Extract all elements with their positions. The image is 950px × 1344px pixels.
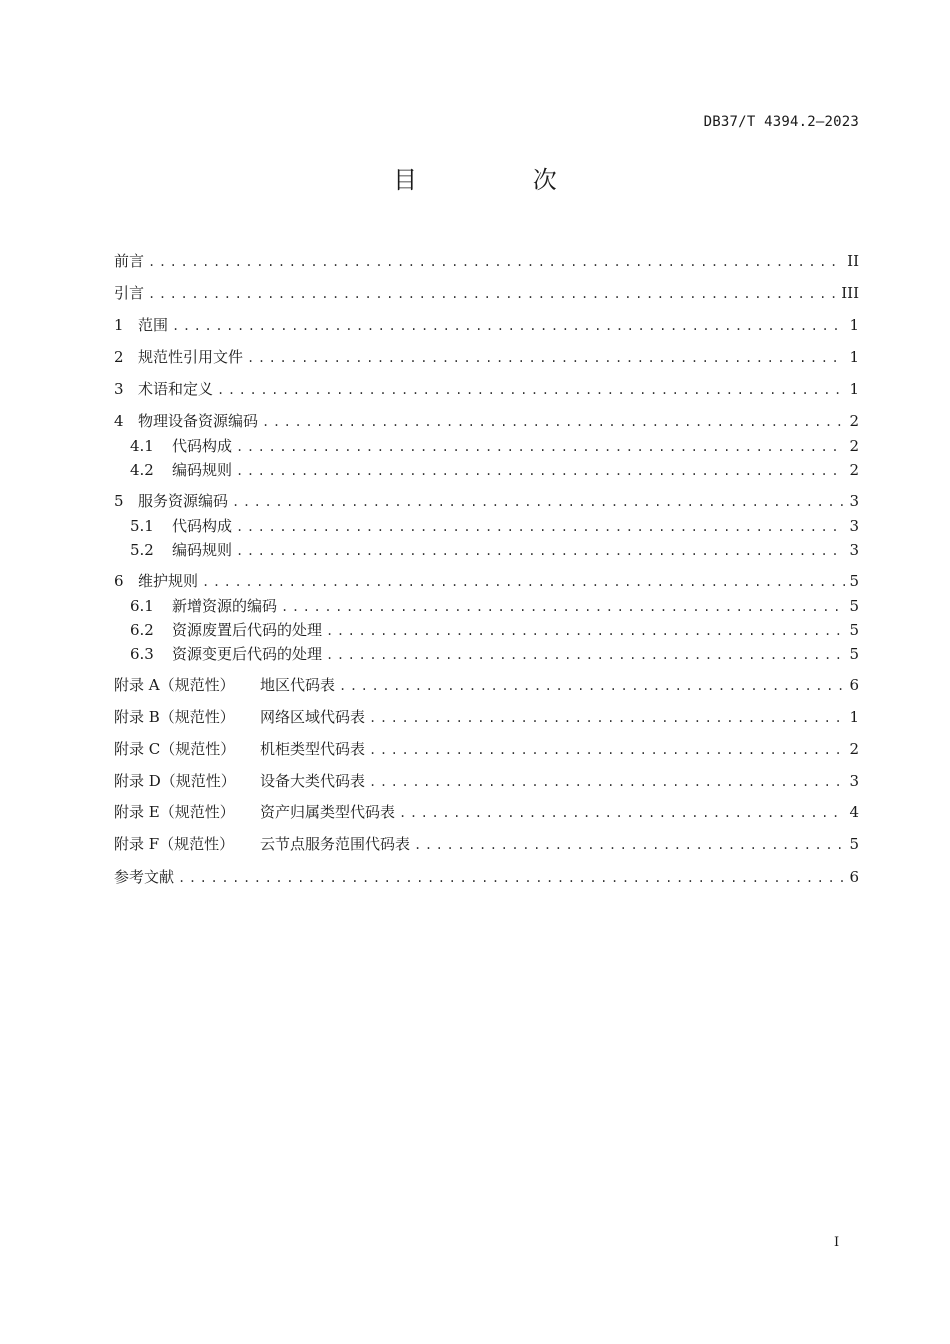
toc-entry-number: 2 bbox=[114, 348, 124, 366]
toc-entry[interactable] bbox=[130, 643, 859, 665]
dot-leader bbox=[148, 283, 837, 305]
toc-entry-number: 4.2 bbox=[130, 461, 154, 479]
toc-entry[interactable] bbox=[130, 459, 859, 481]
toc-appendix-label: 附录 A（规范性） bbox=[114, 676, 235, 694]
toc-entry-title: 代码构成 bbox=[172, 517, 233, 535]
dot-leader bbox=[281, 596, 845, 618]
toc-page-number: 4 bbox=[849, 803, 859, 821]
toc-entry-title: 范围 bbox=[138, 316, 169, 334]
toc-entry[interactable] bbox=[114, 282, 859, 304]
toc-entry-title: 规范性引用文件 bbox=[138, 348, 244, 366]
toc-entry[interactable] bbox=[114, 346, 859, 368]
toc-page-number: 5 bbox=[849, 597, 859, 615]
dot-leader bbox=[326, 620, 845, 642]
toc-entry-title: 资产归属类型代码表 bbox=[260, 803, 396, 821]
dot-leader bbox=[236, 516, 845, 538]
dot-leader bbox=[247, 347, 845, 369]
toc-entry-title: 代码构成 bbox=[172, 437, 233, 455]
toc-entry[interactable] bbox=[130, 539, 859, 561]
page-number: I bbox=[834, 1235, 840, 1250]
toc-page-number: 2 bbox=[849, 412, 859, 430]
toc-appendix-label: 附录 E（规范性） bbox=[114, 803, 235, 821]
toc-entry-number: 4.1 bbox=[130, 437, 154, 455]
toc-page-number: 3 bbox=[849, 772, 859, 790]
toc-entry-number: 6 bbox=[114, 572, 124, 590]
toc-entry-number: 5.2 bbox=[130, 541, 154, 559]
toc-page-number: 5 bbox=[849, 621, 859, 639]
toc-entry-number: 5.1 bbox=[130, 517, 154, 535]
toc-entry[interactable] bbox=[114, 866, 859, 888]
toc-entry[interactable] bbox=[130, 619, 859, 641]
toc-entry-title: 资源变更后代码的处理 bbox=[172, 645, 323, 663]
toc-entry-title: 机柜类型代码表 bbox=[260, 740, 366, 758]
toc-entry[interactable] bbox=[114, 833, 859, 855]
toc-page-number: 3 bbox=[849, 517, 859, 535]
toc-page-number: II bbox=[847, 252, 859, 270]
toc-entry-title: 设备大类代码表 bbox=[260, 772, 366, 790]
toc-entry[interactable] bbox=[114, 378, 859, 400]
toc-entry-number: 5 bbox=[114, 492, 124, 510]
dot-leader bbox=[339, 675, 845, 697]
dot-leader bbox=[202, 571, 845, 593]
dot-leader bbox=[414, 834, 845, 856]
dot-leader bbox=[236, 540, 845, 562]
dot-leader bbox=[232, 491, 845, 513]
toc-appendix-label: 附录 D（规范性） bbox=[114, 772, 236, 790]
dot-leader bbox=[369, 771, 845, 793]
toc-page-number: 1 bbox=[849, 380, 859, 398]
toc-entry-title: 引言 bbox=[114, 284, 145, 302]
toc-entry-title: 编码规则 bbox=[172, 541, 233, 559]
toc-entry-number: 4 bbox=[114, 412, 124, 430]
toc-page-number: 1 bbox=[849, 316, 859, 334]
toc-page-number: 2 bbox=[849, 740, 859, 758]
toc-entry[interactable] bbox=[114, 674, 859, 696]
toc-entry-number: 6.2 bbox=[130, 621, 154, 639]
dot-leader bbox=[148, 251, 843, 273]
toc-entry-number: 1 bbox=[114, 316, 124, 334]
toc-page-number: III bbox=[841, 284, 859, 302]
toc-appendix-label: 附录 C（规范性） bbox=[114, 740, 236, 758]
toc-entry[interactable] bbox=[114, 801, 859, 823]
toc-page-number: 2 bbox=[849, 437, 859, 455]
dot-leader bbox=[172, 315, 845, 337]
toc-entry-title: 参考文献 bbox=[114, 868, 175, 886]
toc-entry[interactable] bbox=[114, 250, 859, 272]
toc-entry[interactable] bbox=[114, 570, 859, 592]
toc-page-number: 6 bbox=[849, 868, 859, 886]
toc-page-number: 5 bbox=[849, 572, 859, 590]
toc-page-number: 6 bbox=[849, 676, 859, 694]
toc-entry[interactable] bbox=[114, 738, 859, 760]
toc-page-number: 1 bbox=[849, 708, 859, 726]
toc-entry[interactable] bbox=[130, 595, 859, 617]
toc-page-number: 1 bbox=[849, 348, 859, 366]
dot-leader bbox=[217, 379, 845, 401]
toc-entry[interactable] bbox=[114, 770, 859, 792]
toc-page-number: 3 bbox=[849, 492, 859, 510]
toc-entry-title: 云节点服务范围代码表 bbox=[260, 835, 411, 853]
toc-entry-title: 维护规则 bbox=[138, 572, 199, 590]
toc-entry-title: 前言 bbox=[114, 252, 145, 270]
toc-entry[interactable] bbox=[114, 706, 859, 728]
toc-entry-title: 服务资源编码 bbox=[138, 492, 229, 510]
toc-entry[interactable] bbox=[130, 515, 859, 537]
toc-entry-number: 6.1 bbox=[130, 597, 154, 615]
toc-page-number: 2 bbox=[849, 461, 859, 479]
toc-entry[interactable] bbox=[130, 435, 859, 457]
toc-entry[interactable] bbox=[114, 490, 859, 512]
dot-leader bbox=[236, 436, 845, 458]
dot-leader bbox=[236, 460, 845, 482]
toc-entry-title: 网络区域代码表 bbox=[260, 708, 366, 726]
page-title: 目 次 bbox=[393, 166, 611, 194]
toc-appendix-label: 附录 B（规范性） bbox=[114, 708, 235, 726]
toc-page-number: 5 bbox=[849, 645, 859, 663]
toc-entry-title: 术语和定义 bbox=[138, 380, 214, 398]
toc-page-number: 5 bbox=[849, 835, 859, 853]
toc-entry-title: 资源废置后代码的处理 bbox=[172, 621, 323, 639]
toc-entry[interactable] bbox=[114, 314, 859, 336]
dot-leader bbox=[178, 867, 845, 889]
toc-entry-number: 3 bbox=[114, 380, 124, 398]
dot-leader bbox=[326, 644, 845, 666]
toc-entry-title: 编码规则 bbox=[172, 461, 233, 479]
dot-leader bbox=[369, 707, 845, 729]
toc-appendix-label: 附录 F（规范性） bbox=[114, 835, 235, 853]
dot-leader bbox=[262, 411, 845, 433]
dot-leader bbox=[369, 739, 845, 761]
toc-page-number: 3 bbox=[849, 541, 859, 559]
toc-entry-title: 新增资源的编码 bbox=[172, 597, 278, 615]
toc-entry-title: 地区代码表 bbox=[260, 676, 336, 694]
toc-entry-title: 物理设备资源编码 bbox=[138, 412, 259, 430]
toc-entry-number: 6.3 bbox=[130, 645, 154, 663]
dot-leader bbox=[399, 802, 845, 824]
toc-entry[interactable] bbox=[114, 410, 859, 432]
standard-code: DB37/T 4394.2—2023 bbox=[703, 114, 859, 130]
